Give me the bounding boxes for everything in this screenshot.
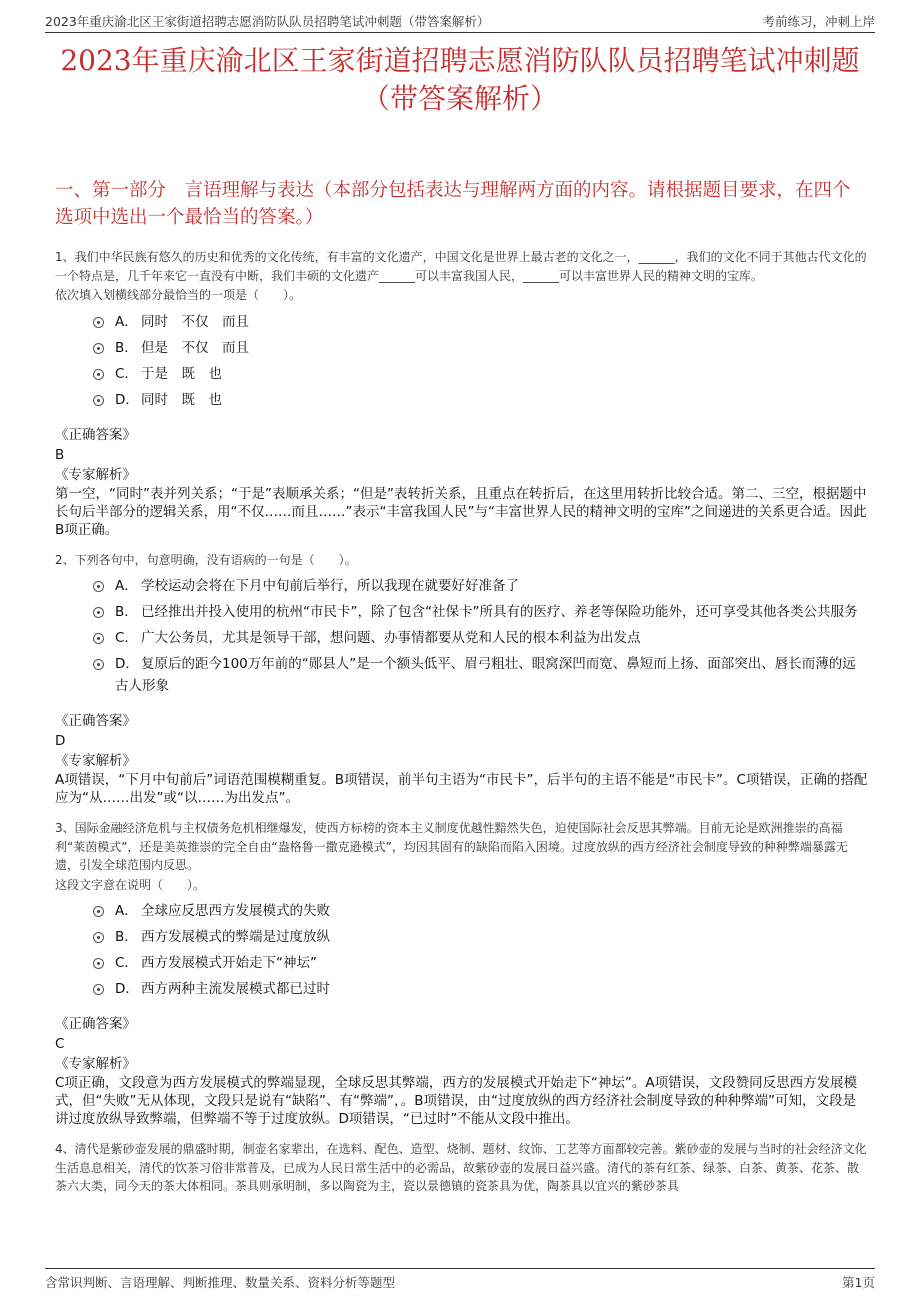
option-a[interactable]: A． 全球应反思西方发展模式的失败	[93, 900, 868, 922]
question-stem: 3、国际金融经济危机与主权债务危机相继爆发，使西方标榜的资本主义制度优越性黯然失色，迫使国际社会反思其弊端。目前无论是欧洲推崇的高福利“莱茵模式”，还是美英推崇的完全自由“盎格鲁一撒克逊模式”，均因其固有的缺陷而陷入困境。过度放纵的西方经济社会制度导致的种种弊端暴露无遗，引发全球范围内反思。	[55, 821, 848, 872]
page-number: 第1页	[842, 1275, 875, 1290]
radio-icon[interactable]	[93, 633, 104, 644]
option-a[interactable]: A． 学校运动会将在下月中旬前后举行，所以我现在就要好好准备了	[93, 575, 868, 597]
question-prompt: 这段文字意在说明（ ）。	[55, 877, 206, 892]
option-b[interactable]: B． 已经推出并投入使用的杭州“市民卡”，除了包含“社保卡”所具有的医疗、养老等保险功能外，还可享受其他各类公共服务	[93, 601, 868, 623]
analysis-label: 《专家解析》	[55, 753, 136, 769]
radio-icon[interactable]	[93, 906, 104, 917]
option-d[interactable]: D． 西方两种主流发展模式都已过时	[93, 978, 868, 1000]
option-a[interactable]: A． 同时 不仅 而且	[93, 311, 868, 333]
page-header	[45, 8, 875, 33]
option-d[interactable]: D． 复原后的距今100万年前的“郧县人”是一个额头低平、眉弓粗壮、眼窝深凹而宽、鼻短而上扬、面部突出、唇长而薄的远古人形象	[93, 653, 868, 697]
question-1	[55, 248, 868, 539]
option-b[interactable]: B． 但是 不仅 而且	[93, 337, 868, 359]
option-c[interactable]: C． 广大公务员，尤其是领导干部，想问题、办事情都要从党和人民的根本利益为出发点	[93, 627, 868, 649]
radio-icon[interactable]	[93, 395, 104, 406]
radio-icon[interactable]	[93, 984, 104, 995]
option-c[interactable]: C． 西方发展模式开始走下“神坛”	[93, 952, 868, 974]
analysis-text: 第一空，“同时”表并列关系；“于是”表顺承关系；“但是”表转折关系，且重点在转折后，在这里用转折比较合适。第二、三空，根据题中长句后半部分的逻辑关系，用“不仅……而且……”表示“丰富我国人民”与“丰富世界人民的精神文明的宝库”之间递进的关系更合适。因此B项正确。	[55, 485, 867, 538]
question-prompt: 依次填入划横线部分最恰当的一项是（ ）。	[55, 288, 302, 302]
answer-label: 《正确答案》	[55, 426, 136, 443]
analysis-text: C项正确，文段意为西方发展模式的弊端显现，全球反思其弊端，西方的发展模式开始走下“神坛”。A项错误，文段赞同反思西方发展模式，但“失败”无从体现，文段只是说有“缺陷”、有“弊端”，。B项错误，由“过度放纵的西方经济社会制度导致的种种弊端”可知，文段是讲过度放纵导致弊端，但弊端不等于过度放纵。D项错误，“已过时”不能从文段中推出。	[55, 1075, 858, 1127]
radio-icon[interactable]	[93, 581, 104, 592]
answer-block	[55, 711, 868, 807]
page-footer	[45, 1268, 875, 1291]
analysis-label: 《专家解析》	[55, 1056, 136, 1072]
footer-topics: 含常识判断、言语理解、判断推理、数量关系、资料分析等题型	[45, 1275, 396, 1290]
radio-icon[interactable]	[93, 607, 104, 618]
answer-value: B	[55, 446, 65, 463]
answer-block	[55, 425, 868, 539]
analysis-label: 《专家解析》	[55, 466, 136, 483]
option-list	[93, 311, 868, 411]
question-stem: 1、我们中华民族有悠久的历史和优秀的文化传统，有丰富的文化遗产，中国文化是世界上最古老的文化之一，______，我们的文化不同于其他古代文化的一个特点是，几千年来它一直没有中断，我们丰硕的文化遗产______可以丰富我国人民，______可以丰富世界人民的精神文明的宝库。	[55, 250, 867, 283]
answer-value: D	[55, 733, 66, 749]
option-d[interactable]: D． 同时 既 也	[93, 389, 868, 411]
page-title: 2023年重庆渝北区王家街道招聘志愿消防队队员招聘笔试冲刺题（带答案解析）	[60, 44, 860, 115]
header-doc-title: 2023年重庆渝北区王家街道招聘志愿消防队队员招聘笔试冲刺题（带答案解析）	[45, 14, 490, 29]
radio-icon[interactable]	[93, 659, 104, 670]
answer-label: 《正确答案》	[55, 1016, 136, 1032]
question-4	[55, 1140, 868, 1196]
analysis-text: A项错误，“下月中旬前后”词语范围模糊重复。B项错误，前半句主语为“市民卡”，后半句的主语不能是“市民卡”。C项错误，正确的搭配应为“从……出发”或“以……为出发点”。	[55, 772, 868, 806]
answer-value: C	[55, 1036, 65, 1052]
radio-icon[interactable]	[93, 369, 104, 380]
option-c[interactable]: C． 于是 既 也	[93, 363, 868, 385]
question-list	[55, 248, 868, 1196]
question-stem: 4、清代是紫砂壶发展的鼎盛时期，制壶名家辈出，在选料、配色、造型、烧制、题材、纹饰、工艺等方面都较完善。紫砂壶的发展与当时的社会经济文化生活息息相关，清代的饮茶习俗非常普及，已成为人民日常生活中的必需品，故紫砂壶的发展日益兴盛。清代的茶有红茶、绿茶、白茶、黄茶、花茶、散茶六大类，同今天的茶大体相同。茶具则承明制，多以陶瓷为主，瓷以景德镇的瓷茶具为优，陶茶具以宜兴的紫砂茶具	[55, 1142, 867, 1193]
question-stem: 2、下列各句中，句意明确，没有语病的一句是（ ）。	[55, 552, 357, 567]
radio-icon[interactable]	[93, 343, 104, 354]
radio-icon[interactable]	[93, 958, 104, 969]
radio-icon[interactable]	[93, 932, 104, 943]
question-3	[55, 819, 868, 1128]
answer-block	[55, 1014, 868, 1128]
option-b[interactable]: B． 西方发展模式的弊端是过度放纵	[93, 926, 868, 948]
radio-icon[interactable]	[93, 317, 104, 328]
option-list	[93, 900, 868, 1000]
answer-label: 《正确答案》	[55, 713, 136, 729]
option-list	[93, 575, 868, 697]
header-slogan: 考前练习，冲刺上岸	[762, 14, 875, 29]
question-2	[55, 551, 868, 808]
section-heading: 一、第一部分 言语理解与表达（本部分包括表达与理解两方面的内容。请根据题目要求，在四个选项中选出一个最恰当的答案。）	[55, 180, 851, 228]
